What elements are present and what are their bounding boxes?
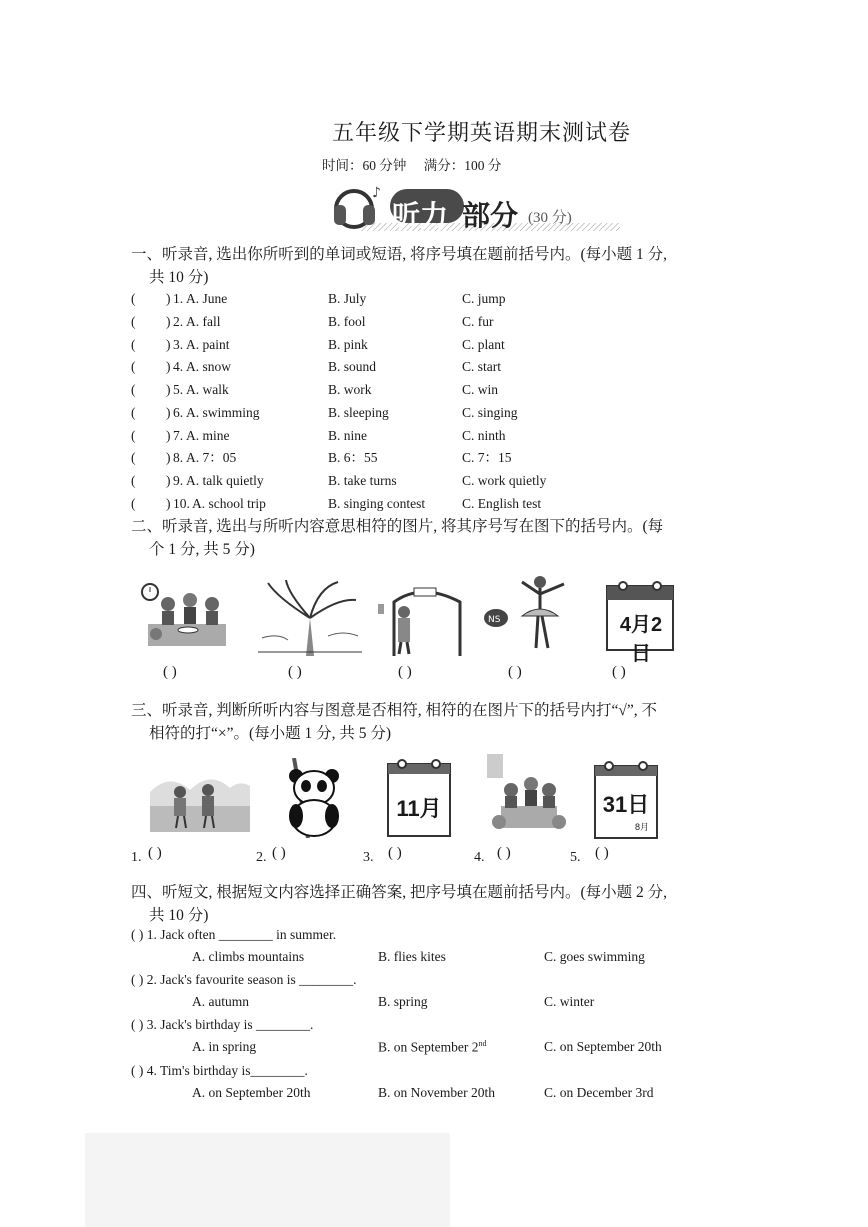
option-a-text: A. in spring xyxy=(192,1039,257,1054)
option-c: C. singing xyxy=(462,405,518,420)
calendar-sub-month: 8月 xyxy=(635,822,650,832)
option-b: B. take turns xyxy=(328,473,397,488)
answer-paren-close: ) xyxy=(166,450,171,465)
answer-bracket[interactable]: ( ) xyxy=(508,664,522,680)
option-a: A. school trip xyxy=(192,496,266,511)
page-title: 五年级下学期英语期末测试卷 xyxy=(331,120,631,145)
option-a xyxy=(192,949,304,965)
option-a: A. walk xyxy=(186,382,229,397)
question-number: 1. xyxy=(173,291,184,306)
option-a-text: A. climbs mountains xyxy=(192,949,305,964)
section4-line2: 共 10 分) xyxy=(149,907,209,924)
question-row xyxy=(131,380,499,400)
option-c-text: C. on September 20th xyxy=(544,1039,662,1054)
question-number: 6. xyxy=(173,405,184,420)
option-c-text: C. winter xyxy=(544,994,595,1009)
option-a xyxy=(192,1085,310,1101)
answer-paren-close: ) xyxy=(166,496,171,511)
answer-bracket[interactable]: ( ) xyxy=(288,664,302,680)
banner-title xyxy=(392,194,518,234)
section4-instructions xyxy=(131,881,743,927)
kids-hiking-picture xyxy=(150,762,250,832)
option-c xyxy=(544,1085,653,1101)
svg-text:♪: ♪ xyxy=(372,185,381,201)
option-a: A. talk quietly xyxy=(186,473,264,488)
answer-paren-close: ) xyxy=(166,291,171,306)
option-c-text: C. goes swimming xyxy=(544,949,645,964)
option-c: C. 7：15 xyxy=(462,450,512,465)
august-calendar-picture xyxy=(593,758,659,840)
question-row xyxy=(131,357,501,377)
question-row xyxy=(131,426,506,446)
option-b: B. July xyxy=(328,291,367,306)
question-number: 3. xyxy=(173,337,184,352)
windy-tree-picture xyxy=(258,578,362,656)
section1-line2: 共 10 分) xyxy=(149,269,209,286)
school-gate-picture xyxy=(374,580,470,656)
option-a: A. swimming xyxy=(186,405,260,420)
banner-part1: 听力 xyxy=(392,201,449,232)
party-picture xyxy=(487,750,567,838)
answer-paren-close: ) xyxy=(166,337,171,352)
option-a: A. snow xyxy=(186,359,232,374)
question-row xyxy=(131,471,547,491)
calendar-month: 11月 xyxy=(396,796,442,821)
option-b-text: B. on September 2 xyxy=(378,1039,479,1055)
option-b xyxy=(378,994,428,1010)
option-a: A. mine xyxy=(186,428,230,443)
answer-paren-open[interactable]: ( xyxy=(131,428,136,443)
section2-instructions xyxy=(131,515,743,561)
section2-line2: 个 1 分, 共 5 分) xyxy=(149,541,255,558)
panda-picture xyxy=(278,758,350,838)
answer-bracket[interactable]: ( ) xyxy=(497,845,511,861)
answer-bracket[interactable]: ( ) xyxy=(148,845,162,861)
answer-paren-close: ) xyxy=(166,359,171,374)
answer-paren-close: ) xyxy=(166,428,171,443)
option-a xyxy=(192,1039,256,1055)
option-c: C. work quietly xyxy=(462,473,547,488)
question-number: 10. xyxy=(173,496,190,511)
section1-instructions xyxy=(131,243,743,289)
section4-line1: 四、听短文, 根据短文内容选择正确答案, 把序号填在题前括号内。(每小题 2 分, xyxy=(131,884,668,901)
option-b xyxy=(378,1039,487,1056)
banner-score: (30 分) xyxy=(528,210,572,226)
answer-paren-open[interactable]: ( xyxy=(131,473,136,488)
option-c: C. ninth xyxy=(462,428,506,443)
question-number: 2. xyxy=(173,314,184,329)
option-c xyxy=(544,1039,662,1055)
question-row xyxy=(131,494,542,514)
option-b xyxy=(378,1085,495,1101)
option-c: C. win xyxy=(462,382,499,397)
question-number: 5. xyxy=(173,382,184,397)
answer-paren-close: ) xyxy=(166,473,171,488)
question-stem[interactable]: ( ) 2. Jack's favourite season is ________. xyxy=(131,972,357,987)
answer-bracket[interactable]: ( ) xyxy=(398,664,412,680)
option-b: B. fool xyxy=(328,314,366,329)
section3-line2: 相符的打“×”。(每小题 1 分, 共 5 分) xyxy=(149,725,392,742)
option-b: B. sound xyxy=(328,359,377,374)
option-c: C. plant xyxy=(462,337,505,352)
section2-line1: 二、听录音, 选出与所听内容意思相符的图片, 将其序号写在图下的括号内。(每 xyxy=(131,518,664,535)
answer-paren-open[interactable]: ( xyxy=(131,359,136,374)
answer-paren-open[interactable]: ( xyxy=(131,496,136,511)
option-c: C. jump xyxy=(462,291,506,306)
answer-paren-open[interactable]: ( xyxy=(131,405,136,420)
question-row xyxy=(131,403,518,423)
option-a-text: A. autumn xyxy=(192,994,249,1009)
item-number: 1. xyxy=(131,850,142,865)
full-score: 满分：100 分 xyxy=(423,158,502,173)
option-b: B. work xyxy=(328,382,372,397)
item-number: 5. xyxy=(570,850,581,865)
answer-paren-close: ) xyxy=(166,405,171,420)
section3-line1: 三、听录音, 判断所听内容与图意是否相符, 相符的在图片下的括号内打“√”, 不 xyxy=(131,702,658,719)
november-calendar-picture xyxy=(386,756,452,838)
question-row xyxy=(131,335,505,355)
item-number: 4. xyxy=(474,850,485,865)
option-b xyxy=(378,949,446,965)
dancing-girl-picture xyxy=(482,572,580,656)
question-number: 4. xyxy=(173,359,184,374)
option-a: A. 7：05 xyxy=(186,450,237,465)
answer-bracket[interactable]: ( ) xyxy=(388,845,402,861)
question-stem[interactable]: ( ) 3. Jack's birthday is ________. xyxy=(131,1017,314,1032)
answer-paren-open[interactable]: ( xyxy=(131,314,136,329)
option-b: B. nine xyxy=(328,428,367,443)
option-b: B. singing contest xyxy=(328,496,426,511)
answer-paren-open[interactable]: ( xyxy=(131,450,136,465)
option-a xyxy=(192,994,249,1010)
option-a: A. paint xyxy=(186,337,230,352)
question-stem[interactable]: ( ) 4. Tim's birthday is________. xyxy=(131,1063,308,1078)
svg-text:NS: NS xyxy=(488,615,501,625)
ordinal-suffix: nd xyxy=(478,1039,487,1048)
answer-bracket[interactable]: ( ) xyxy=(612,664,626,680)
time-limit: 时间：60 分钟 xyxy=(322,158,407,173)
exam-info xyxy=(322,154,515,174)
calendar-picture xyxy=(605,578,675,665)
answer-paren-open[interactable]: ( xyxy=(131,382,136,397)
option-b: B. sleeping xyxy=(328,405,389,420)
calendar-date: 4月2日 xyxy=(619,614,663,665)
option-a: A. fall xyxy=(186,314,221,329)
answer-bracket[interactable]: ( ) xyxy=(272,845,286,861)
item-number: 3. xyxy=(363,850,374,865)
answer-paren-close: ) xyxy=(166,314,171,329)
option-c: C. fur xyxy=(462,314,494,329)
option-c-text: C. on December 3rd xyxy=(544,1085,654,1100)
option-c: C. start xyxy=(462,359,501,374)
option-b-text: B. on November 20th xyxy=(378,1085,495,1100)
option-c xyxy=(544,949,645,965)
option-a: A. June xyxy=(186,291,228,306)
answer-paren-open[interactable]: ( xyxy=(131,291,136,306)
family-dinner-picture xyxy=(138,578,233,656)
option-c xyxy=(544,994,594,1010)
option-b: B. 6：55 xyxy=(328,450,378,465)
question-row xyxy=(131,289,506,309)
question-number: 7. xyxy=(173,428,184,443)
question-number: 8. xyxy=(173,450,184,465)
item-number: 2. xyxy=(256,850,267,865)
option-b-text: B. flies kites xyxy=(378,949,446,964)
question-row xyxy=(131,448,512,468)
question-stem[interactable]: ( ) 1. Jack often ________ in summer. xyxy=(131,927,337,942)
banner-part2: 部分 xyxy=(462,201,519,232)
question-row xyxy=(131,312,494,332)
calendar-day: 31日 xyxy=(602,792,650,817)
answer-bracket[interactable]: ( ) xyxy=(595,845,609,861)
bottom-shade xyxy=(85,1133,450,1227)
option-b-text: B. spring xyxy=(378,994,428,1009)
question-number: 9. xyxy=(173,473,184,488)
option-b: B. pink xyxy=(328,337,368,352)
section3-instructions xyxy=(131,699,743,745)
answer-paren-close: ) xyxy=(166,382,171,397)
option-a-text: A. on September 20th xyxy=(192,1085,311,1100)
section1-line1: 一、听录音, 选出你所听到的单词或短语, 将序号填在题前括号内。(每小题 1 分, xyxy=(131,246,668,263)
option-c: C. English test xyxy=(462,496,542,511)
answer-paren-open[interactable]: ( xyxy=(131,337,136,352)
answer-bracket[interactable]: ( ) xyxy=(163,664,177,680)
